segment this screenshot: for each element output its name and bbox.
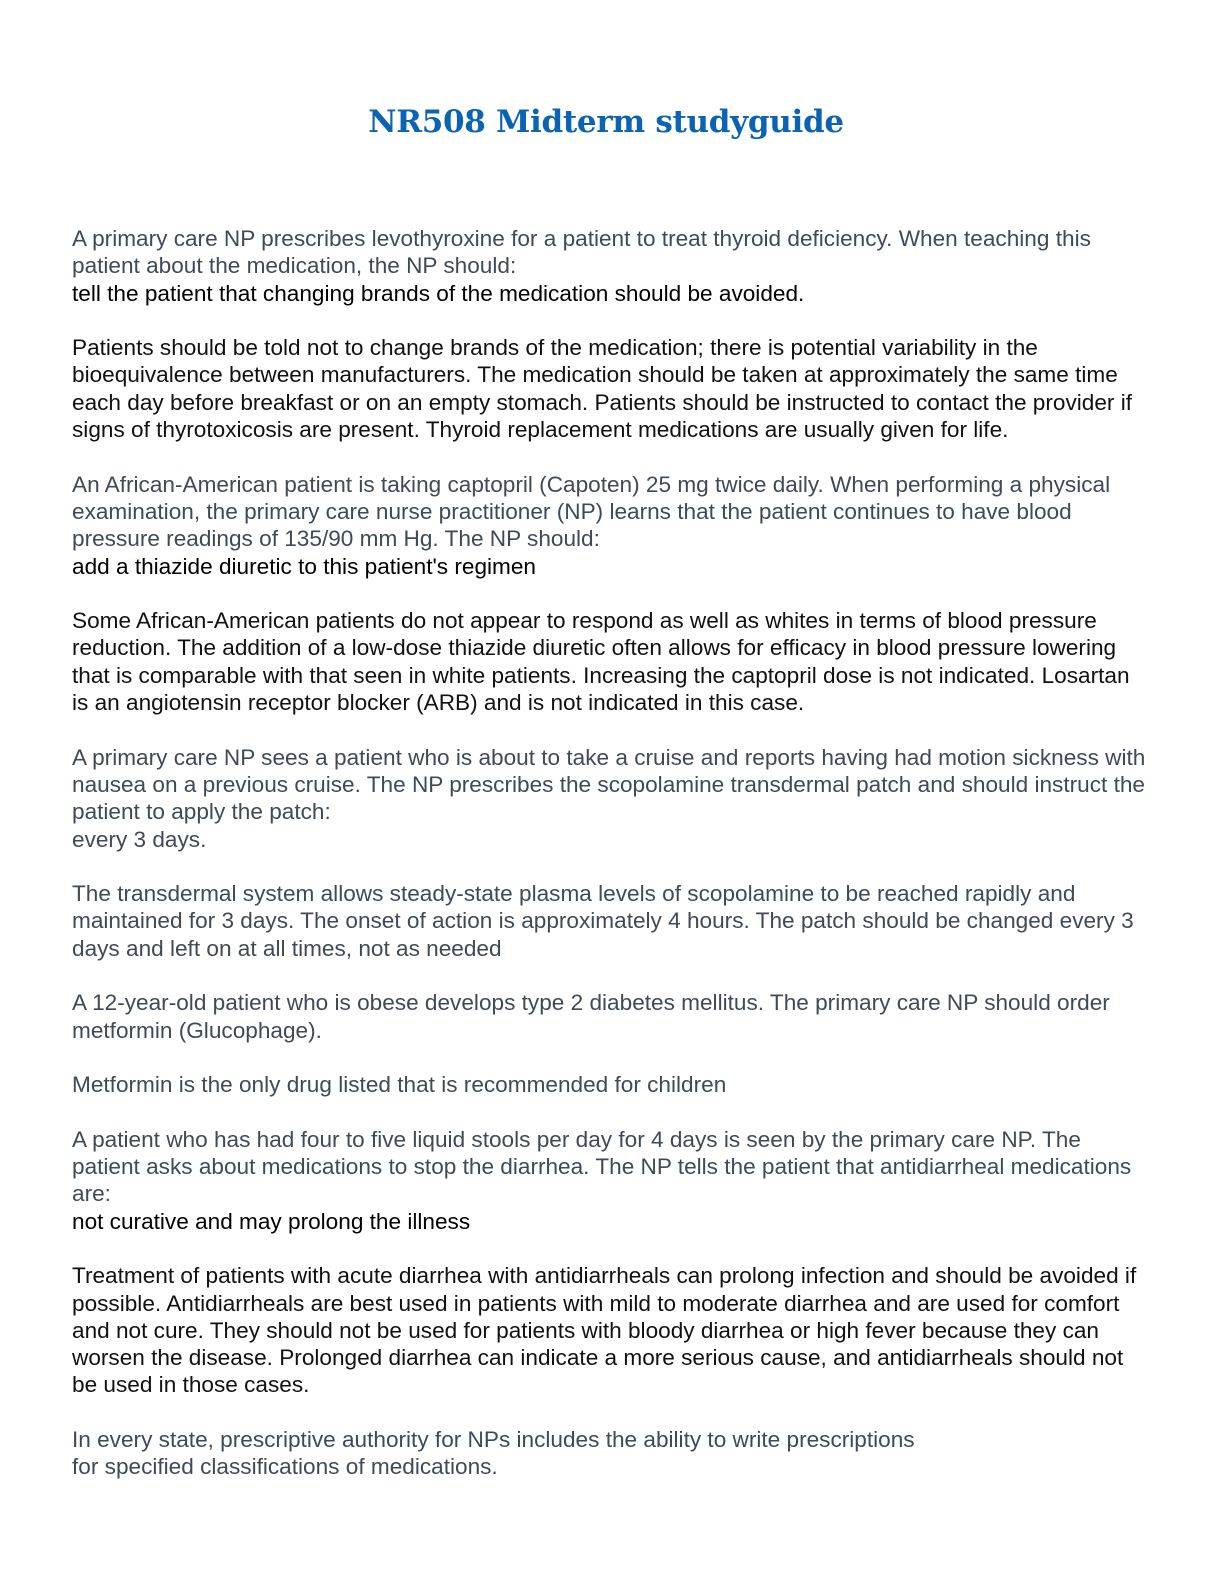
answer-2: add a thiazide diuretic to this patient's regimen [72, 553, 536, 579]
answer-4: metformin (Glucophage). [72, 1017, 322, 1043]
question-1: A primary care NP prescribes levothyroxine for a patient to treat thyroid deficiency. When teaching this patient about the medication, the NP should: [72, 226, 1091, 279]
trailing-line-2: for specified classifications of medications. [72, 1454, 498, 1480]
answer-5: not curative and may prolong the illness [72, 1208, 471, 1234]
answer-3: every 3 days. [72, 826, 207, 852]
answer-1: tell the patient that changing brands of the medication should be avoided. [72, 280, 805, 306]
explanation-5: Treatment of patients with acute diarrhea with antidiarrheals can prolong infection and should be avoided if possible. Antidiarrheals are best used in patients with mild to moderate diarrhea and are used for comfort and not cure. They should not be used for patients with bloody diarrhea or high fever because they can worsen the disease. Prolonged diarrhea can indicate a more serious cause, and antidiarrheals should not be used in those cases. [72, 1263, 1137, 1398]
question-3: A primary care NP sees a patient who is about to take a cruise and reports having had motion sickness with nausea on a previous cruise. The NP prescribes the scopolamine transdermal patch and should instruct the patient to apply the patch: [72, 744, 1146, 825]
question-2: An African-American patient is taking captopril (Capoten) 25 mg twice daily. When performing a physical examination, the primary care nurse practitioner (NP) learns that the patient continues to have blood pressure readings of 135/90 mm Hg. The NP should: [72, 471, 1111, 552]
question-4: A 12-year-old patient who is obese develops type 2 diabetes mellitus. The primary care NP should order [72, 990, 1110, 1016]
explanation-3: The transdermal system allows steady-state plasma levels of scopolamine to be reached rapidly and maintained for 3 days. The onset of action is approximately 4 hours. The patch should be changed every 3 days and left on at all times, not as needed [72, 881, 1134, 961]
explanation-1: Patients should be told not to change brands of the medication; there is potential variability in the bioequivalence between manufacturers. The medication should be taken at approximately the same time each day before breakfast or on an empty stomach. Patients should be instructed to contact the provider if signs of thyrotoxicosis are present. Thyroid replacement medications are usually given for life. [72, 335, 1132, 443]
explanation-2: Some African-American patients do not appear to respond as well as whites in terms of blood pressure reduction. The addition of a low-dose thiazide diuretic often allows for efficacy in blood pressure lowering that is comparable with that seen in white patients. Increasing the captopril dose is not indicated. Losartan is an angiotensin receptor blocker (ARB) and is not indicated in this case. [72, 608, 1130, 716]
document-body [72, 225, 1152, 1481]
question-5: A patient who has had four to five liquid stools per day for 4 days is seen by the primary care NP. The patient asks about medications to stop the diarrhea. The NP tells the patient that antidiarrheal medications are: [72, 1126, 1132, 1207]
explanation-4: Metformin is the only drug listed that is recommended for children [72, 1072, 727, 1098]
page-title: NR508 Midterm studyguide [368, 104, 844, 140]
trailing-line-1: In every state, prescriptive authority for NPs includes the ability to write prescriptions [72, 1427, 915, 1453]
